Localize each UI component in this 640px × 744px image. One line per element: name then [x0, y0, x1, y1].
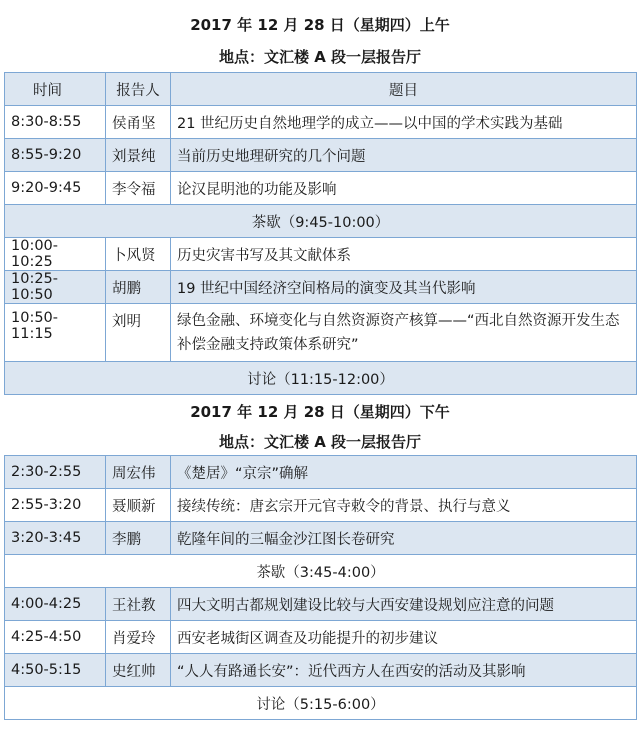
discussion-row — [5, 362, 637, 395]
column-header-time: 时间 — [5, 73, 106, 106]
talk-speaker: 侯甬坚 — [106, 106, 171, 139]
talk-time: 2:55-3:20 — [5, 489, 106, 522]
table-row — [5, 654, 637, 687]
talk-topic: 论汉昆明池的功能及影响 — [171, 172, 637, 205]
talk-topic: 21 世纪历史自然地理学的成立——以中国的学术实践为基础 — [171, 106, 637, 139]
talk-time: 2:30-2:55 — [5, 456, 106, 489]
morning-date-heading: 2017 年 12 月 28 日（星期四）上午 — [190, 15, 450, 34]
table-row — [5, 172, 637, 205]
table-row — [5, 489, 637, 522]
talk-topic: 接续传统：唐玄宗开元官寺敕令的背景、执行与意义 — [171, 489, 637, 522]
talk-time: 4:50-5:15 — [5, 654, 106, 687]
discussion-row — [5, 687, 637, 720]
morning-venue-heading: 地点：文汇楼 A 段一层报告厅 — [218, 47, 422, 66]
afternoon-schedule-table — [4, 455, 637, 720]
discussion-label: 讨论（5:15-6:00） — [5, 687, 637, 720]
table-row — [5, 522, 637, 555]
table-row — [5, 238, 637, 271]
talk-speaker: 肖爱玲 — [106, 621, 171, 654]
talk-time: 4:00-4:25 — [5, 588, 106, 621]
talk-time: 8:30-8:55 — [5, 106, 106, 139]
talk-topic: 19 世纪中国经济空间格局的演变及其当代影响 — [171, 271, 637, 304]
talk-speaker: 李鹏 — [106, 522, 171, 555]
talk-topic: 四大文明古都规划建设比较与大西安建设规划应注意的问题 — [171, 588, 637, 621]
talk-topic: “人人有路通长安”：近代西方人在西安的活动及其影响 — [171, 654, 637, 687]
talk-topic: 绿色金融、环境变化与自然资源资产核算——“西北自然资源开发生态补偿金融支持政策体系研究” — [171, 304, 637, 362]
morning-schedule-table — [4, 72, 637, 395]
talk-time: 3:20-3:45 — [5, 522, 106, 555]
talk-topic: 当前历史地理研究的几个问题 — [171, 139, 637, 172]
talk-time: 10:25-10:50 — [5, 271, 106, 304]
talk-speaker: 周宏伟 — [106, 456, 171, 489]
talk-topic: 乾隆年间的三幅金沙江图长卷研究 — [171, 522, 637, 555]
talk-speaker: 聂顺新 — [106, 489, 171, 522]
discussion-label: 讨论（11:15-12:00） — [5, 362, 637, 395]
tea-break-label: 茶歇（3:45-4:00） — [5, 555, 637, 588]
afternoon-date-heading: 2017 年 12 月 28 日（星期四）下午 — [190, 402, 450, 421]
table-header-row — [5, 73, 637, 106]
talk-time: 4:25-4:50 — [5, 621, 106, 654]
afternoon-venue-heading: 地点：文汇楼 A 段一层报告厅 — [218, 432, 422, 451]
talk-speaker: 王社教 — [106, 588, 171, 621]
talk-speaker: 胡鹏 — [106, 271, 171, 304]
talk-time: 8:55-9:20 — [5, 139, 106, 172]
table-row — [5, 139, 637, 172]
tea-break-label: 茶歇（9:45-10:00） — [5, 205, 637, 238]
table-row — [5, 456, 637, 489]
talk-speaker: 刘明 — [106, 304, 171, 362]
tea-break-row — [5, 205, 637, 238]
talk-speaker: 刘景纯 — [106, 139, 171, 172]
talk-topic: 历史灾害书写及其文献体系 — [171, 238, 637, 271]
table-row — [5, 588, 637, 621]
talk-speaker: 李令福 — [106, 172, 171, 205]
talk-time: 10:50-11:15 — [5, 304, 106, 362]
table-row — [5, 271, 637, 304]
talk-speaker: 史红帅 — [106, 654, 171, 687]
talk-topic: 西安老城街区调查及功能提升的初步建议 — [171, 621, 637, 654]
table-row — [5, 106, 637, 139]
schedule-sheet — [4, 8, 636, 720]
talk-topic: 《楚居》“京宗”确解 — [171, 456, 637, 489]
table-row — [5, 304, 637, 362]
talk-time: 10:00-10:25 — [5, 238, 106, 271]
column-header-topic: 题目 — [171, 73, 637, 106]
table-row — [5, 621, 637, 654]
talk-speaker: 卜风贤 — [106, 238, 171, 271]
column-header-speaker: 报告人 — [106, 73, 171, 106]
talk-time: 9:20-9:45 — [5, 172, 106, 205]
tea-break-row — [5, 555, 637, 588]
